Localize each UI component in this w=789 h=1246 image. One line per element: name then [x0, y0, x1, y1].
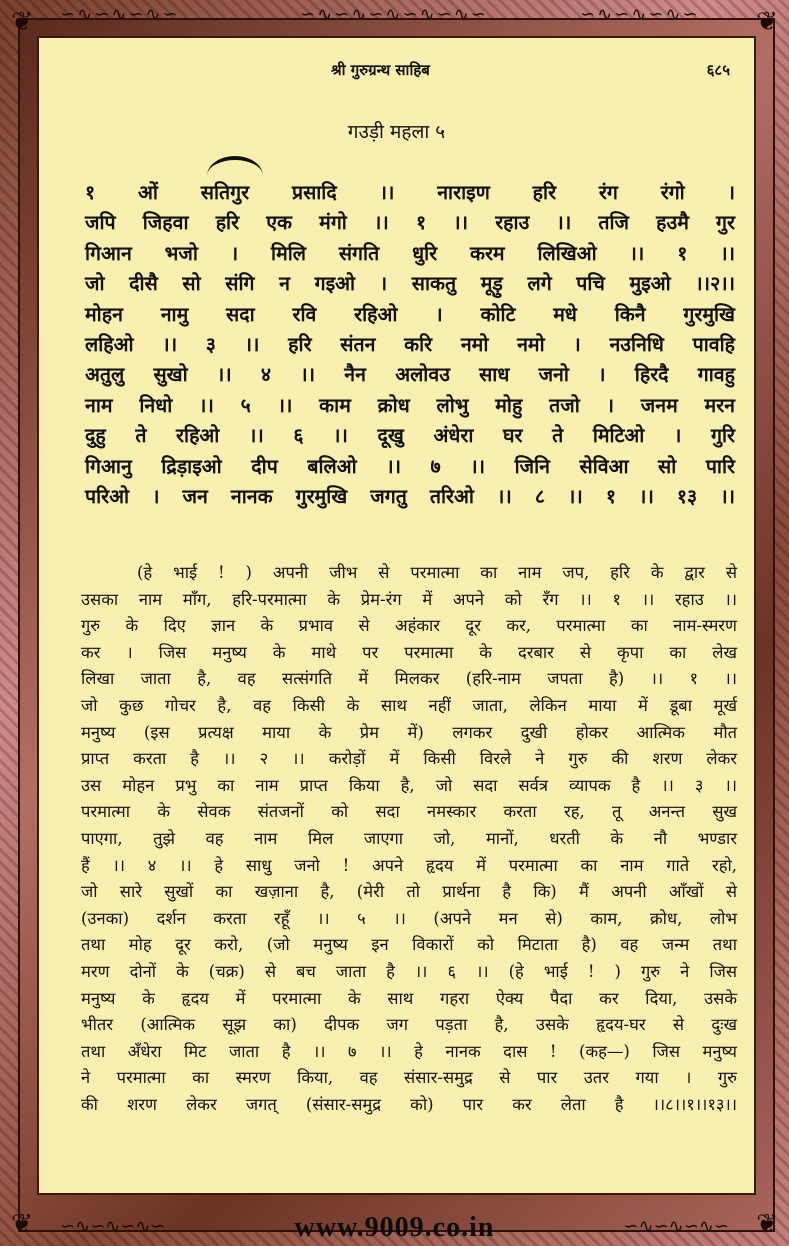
- commentary-line: पाएगा, तुझे वह नाम मिल जाएगा जो, मानों, धरती के नौ भण्डार: [81, 828, 737, 848]
- commentary-line: (उनका) दर्शन करता रहूँ ।। ५ ।। (अपने मन से) काम, क्रोध, लोभ: [81, 908, 737, 928]
- commentary-line: तथा मोह दूर करो, (जो मनुष्य इन विकारों को मिटाता है) वह जन्म तथा: [81, 935, 737, 955]
- commentary-line: लिखा जाता है, वह सत्संगति में मिलकर (हरि-नाम जपता है) ।। १ ।।: [81, 669, 737, 689]
- verse-line: नाम निधो ।। ५ ।। काम क्रोध लोभु मोहु तजो । जनम मरन: [85, 393, 735, 417]
- flourish-icon: ∽∿∽∿∽∿∽: [60, 1216, 166, 1237]
- verse-line: अतुलु सुखो ।। ४ ।। नैन अलोवउ साध जनो । हिरदै गावहु: [85, 363, 735, 387]
- verse-line: गिआनु द्रिड़ाइओ दीप बलिओ ।। ७ ।। जिनि सेविआ सो पारि: [85, 454, 735, 478]
- commentary-line: गुरु के दिए ज्ञान के प्रभाव से अहंकार दूर कर, परमात्मा का नाम-स्मरण: [81, 616, 737, 636]
- verse-line: मोहन नामु सदा रवि रहिओ । कोटि मधे किनै गुरमुखि: [85, 302, 735, 326]
- site-url[interactable]: www.9009.co.in: [294, 1212, 495, 1243]
- commentary-line: परमात्मा के सेवक संतजनों को सदा नमस्कार करता रह, तू अनन्त सुख: [81, 802, 737, 822]
- commentary-line: जो कुछ गोचर है, वह किसी के साथ नहीं जाता, लेकिन माया में डूबा मूर्ख: [81, 695, 737, 715]
- commentary-line: मनुष्य (इस प्रत्यक्ष माया के प्रेम में) लगकर दुखी होकर आत्मिक मौत: [81, 722, 737, 742]
- commentary-line: मरण दोनों के (चक्र) से बच जाता है ।। ६ ।। (हे भाई ! ) गुरु ने जिस: [81, 961, 737, 981]
- corner-ornament-icon: ❦: [11, 1209, 33, 1239]
- commentary-line: कर । जिस मनुष्य के माथे पर परमात्मा के दरबार से कृपा का लेख: [81, 642, 737, 662]
- commentary-line: प्राप्त करता है ।। २ ।। करोड़ों में किसी विरले ने गुरु की शरण लेकर: [81, 749, 737, 769]
- corner-ornament-icon: ❦: [756, 1209, 778, 1239]
- commentary-line: तथा अँधेरा मिट जाता है ।। ७ ।। हे नानक दास ! (कह—) जिस मनुष्य: [81, 1041, 737, 1061]
- verse-line: लहिओ ।। ३ ।। हरि संतन करि नमो नमो । नउनिधि पावहि: [85, 333, 735, 357]
- page-number: ६८५: [706, 61, 730, 79]
- corner-ornament-icon: ❦: [11, 7, 33, 37]
- commentary-line: भीतर (आत्मिक सूझ का) दीपक जग पड़ता है, उसके हृदय-घर से दुःख: [81, 1015, 737, 1035]
- commentary-text: [81, 560, 737, 1118]
- verse-line: जो दीसै सो संगि न गइओ । साकतु मूड़ु लगे पचि मुइओ ।।२।।: [85, 272, 735, 296]
- verse-line: १ ओं सतिगुर प्रसादि ।। नाराइण हरि रंग रंगो ।: [85, 181, 735, 204]
- page-header: [39, 60, 754, 90]
- corner-ornament-icon: ❦: [756, 7, 778, 37]
- flourish-icon: ∽∿∽∿∽∿∽: [623, 1216, 729, 1237]
- verse-line: परिओ । जन नानक गुरमुखि जगतु तरिओ ।। ८ ।। १ ।। १३ ।।: [85, 485, 735, 509]
- verse-line: गिआन भजो । मिलि संगति धुरि करम लिखिओ ।। १ ।।: [85, 241, 735, 265]
- verse-line: जपि जिहवा हरि एक मंगो ।। १ ।। रहाउ ।। तजि हउमै गुर: [85, 211, 735, 235]
- flourish-icon: ∽∿∽∿∽∿∽: [580, 4, 700, 25]
- commentary-line: उस मोहन प्रभु का नाम प्राप्त किया है, जो सदा सर्वत्र व्यापक है ।। ३ ।।: [81, 775, 737, 795]
- verse-line: दुहु ते रहिओ ।। ६ ।। दूखु अंधेरा घर ते मिटिओ । गुरि: [85, 424, 735, 448]
- commentary-line: मनुष्य के हृदय में परमात्मा के साथ गहरा ऐक्य पैदा कर दिया, उसके: [81, 988, 737, 1008]
- flourish-icon: ∽∿∽∿∽∿∽∿∽∿∽: [300, 4, 488, 25]
- book-title: श्री गुरुग्रन्थ साहिब: [331, 61, 430, 79]
- commentary-line: (हे भाई ! ) अपनी जीभ से परमात्मा का नाम जप, हरि के द्वार से: [137, 563, 737, 582]
- page-footer: [0, 1212, 789, 1242]
- commentary-line: ने परमात्मा का स्मरण किया, वह संसार-समुद्र से पार उतर गया । गुरु: [81, 1068, 737, 1088]
- commentary-line: जो सारे सुखों का खज़ाना है, (मेरी तो प्रार्थना है कि) मैं अपनी आँखों से: [81, 882, 737, 902]
- commentary-line: उसका नाम माँग, हरि-परमात्मा के प्रेम-रंग में अपने को रँग ।। १ ।। रहाउ ।।: [81, 589, 737, 609]
- verse-text: [85, 178, 735, 512]
- section-heading: गउड़ी महला ५: [347, 121, 446, 143]
- commentary-line: की शरण लेकर जगत् (संसार-समुद्र को) पार कर लेता है ।।८।।१।।१३।।: [81, 1094, 737, 1114]
- flourish-icon: ∽∿∽∿∽∿∽: [60, 4, 180, 25]
- page-paper: [37, 36, 756, 1195]
- commentary-line: हैं ।। ४ ।। हे साधु जनो ! अपने हृदय में परमात्मा का नाम गाते रहो,: [81, 855, 737, 875]
